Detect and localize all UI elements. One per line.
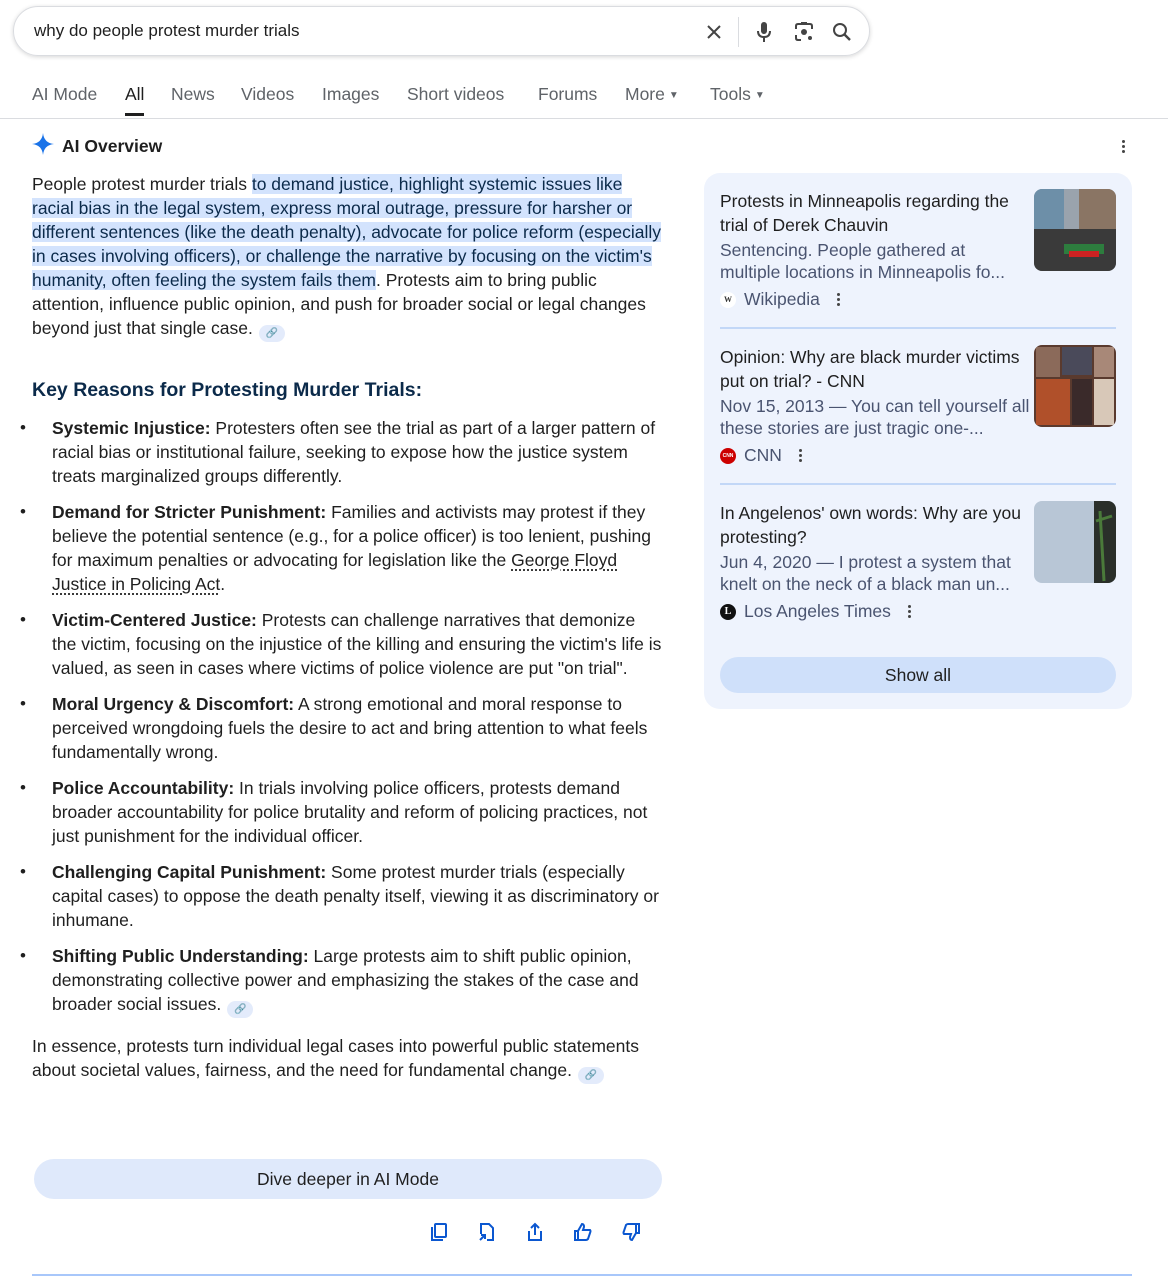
citation-link-icon[interactable]: 🔗	[259, 325, 285, 342]
source-attribution	[720, 601, 915, 622]
show-all-button[interactable]: Show all	[720, 657, 1116, 693]
share-icon[interactable]	[524, 1220, 546, 1244]
card-divider	[720, 483, 1116, 485]
reason-term: Shifting Public Understanding:	[52, 946, 309, 966]
list-item	[32, 608, 664, 680]
reason-term: Police Accountability:	[52, 778, 235, 798]
tab-news[interactable]: News	[171, 84, 215, 104]
search-bar[interactable]	[13, 6, 870, 56]
thumbs-up-icon[interactable]	[572, 1220, 594, 1244]
source-title[interactable]: In Angelenos' own words: Why are you protesting?	[720, 503, 1022, 547]
intro-rest: . Protests aim to bring public attention, influence public opinion, and push for broader social or legal changes beyond just that single case.	[32, 270, 646, 338]
reason-text: In trials involving police officers, protests demand broader accountability for police brutality and reform of policing practices, not just punishment for the individual officer.	[52, 778, 648, 846]
feedback-actions	[428, 1220, 642, 1244]
legislation-link[interactable]: George Floyd Justice in Policing Act	[52, 550, 618, 594]
source-thumbnail[interactable]	[1034, 501, 1116, 583]
source-thumbnail[interactable]	[1034, 345, 1116, 427]
lens-camera-icon[interactable]	[792, 20, 816, 44]
ai-overview-title: AI Overview	[62, 136, 163, 156]
more-options-icon[interactable]	[1116, 138, 1130, 154]
source-title[interactable]: Protests in Minneapolis regarding the trial of Derek Chauvin	[720, 191, 1009, 235]
source-name: CNN	[744, 445, 782, 465]
list-item	[32, 860, 664, 932]
reason-term: Systemic Injustice:	[52, 418, 211, 438]
source-attribution	[720, 289, 844, 310]
reason-text: Families and activists may protest if they believe the potential sentence (e.g., for a police officer) is too lenient, pushing for maximum penalties or advocating for legislation like the	[52, 502, 651, 570]
dive-deeper-button[interactable]: Dive deeper in AI Mode	[34, 1159, 662, 1199]
citation-link-icon[interactable]: 🔗	[578, 1067, 604, 1084]
search-input[interactable]: why do people protest murder trials	[34, 21, 300, 40]
sources-panel	[704, 173, 1132, 709]
microphone-icon[interactable]	[752, 20, 776, 44]
source-snippet: Jun 4, 2020 — I protest a system that knelt on the neck of a black man un...	[720, 552, 1011, 594]
reason-term: Moral Urgency & Discomfort:	[52, 694, 295, 714]
source-title[interactable]: Opinion: Why are black murder victims put on trial? - CNN	[720, 347, 1020, 391]
list-item	[32, 416, 664, 488]
tab-tools[interactable]	[710, 84, 765, 105]
more-options-icon[interactable]	[834, 293, 844, 307]
tab-videos[interactable]: Videos	[241, 84, 295, 104]
intro-paragraph	[32, 172, 664, 342]
copy-icon[interactable]	[428, 1220, 450, 1244]
search-tabs	[0, 84, 1168, 119]
reason-term: Demand for Stricter Punishment:	[52, 502, 327, 522]
tab-images[interactable]: Images	[322, 84, 380, 104]
caret-down-icon: ▼	[668, 90, 679, 101]
source-snippet: Nov 15, 2013 — You can tell yourself all these stories are just tragic one-...	[720, 396, 1030, 438]
tab-all[interactable]: All	[125, 84, 145, 104]
tab-forums[interactable]: Forums	[538, 84, 598, 104]
source-name: Wikipedia	[744, 289, 820, 309]
reason-term: Challenging Capital Punishment:	[52, 862, 327, 882]
list-item	[32, 776, 664, 848]
caret-down-icon: ▼	[754, 90, 765, 101]
reasons-list	[32, 416, 664, 1018]
source-thumbnail[interactable]	[1034, 189, 1116, 271]
section-divider	[32, 1274, 1132, 1276]
cnn-favicon-icon: CNN	[720, 448, 736, 464]
tab-tools-label: Tools	[710, 84, 751, 104]
list-item	[32, 944, 664, 1018]
tab-more[interactable]	[625, 84, 679, 105]
reason-text: Some protest murder trials (especially capital cases) to oppose the death penalty itself, viewing it as discriminatory or inhumane.	[52, 862, 659, 930]
citation-link-icon[interactable]: 🔗	[227, 1001, 253, 1018]
reason-text: Large protests aim to shift public opinion, demonstrating collective power and emphasizing the stakes of the case and broader social issues.	[52, 946, 639, 1014]
list-item	[32, 692, 664, 764]
wikipedia-favicon-icon: W	[720, 292, 736, 308]
export-doc-icon[interactable]	[476, 1220, 498, 1244]
intro-highlight: to demand justice, highlight systemic issues like racial bias in the legal system, express moral outrage, pressure for harsher or different sentences (like the death penalty), advocate for police reform (especially in cases involving officers), or challenge the narrative by focusing on the victim's humanity, often feeling the system fails them	[32, 174, 662, 290]
list-item	[32, 500, 664, 596]
ai-overview-body	[32, 172, 664, 1084]
reason-text: A strong emotional and moral response to perceived wrongdoing fuels the desire to act and bring attention to what feels fundamentally wrong.	[52, 694, 648, 762]
latimes-favicon-icon: L	[720, 604, 736, 620]
reason-text-after: .	[220, 574, 226, 594]
card-divider	[720, 327, 1116, 329]
tab-ai-mode[interactable]: AI Mode	[32, 84, 98, 104]
search-divider	[738, 17, 739, 47]
reason-term: Victim-Centered Justice:	[52, 610, 257, 630]
search-icon[interactable]	[830, 20, 854, 44]
intro-plain: People protest murder trials	[32, 174, 252, 194]
more-options-icon[interactable]	[796, 449, 806, 463]
thumbs-down-icon[interactable]	[620, 1220, 642, 1244]
tab-more-label: More	[625, 84, 665, 104]
more-options-icon[interactable]	[905, 605, 915, 619]
tab-short-videos[interactable]: Short videos	[407, 84, 505, 104]
source-attribution	[720, 445, 806, 466]
essence-paragraph	[32, 1034, 664, 1084]
sparkle-icon	[32, 133, 54, 160]
source-snippet: Sentencing. People gathered at multiple locations in Minneapolis fo...	[720, 240, 1006, 282]
essence-text: In essence, protests turn individual legal cases into powerful public statements about societal values, fairness, and the need for fundamental change.	[32, 1036, 639, 1080]
reason-text: Protests can challenge narratives that demonize the victim, focusing on the injustice of the killing and ensuring the victim's life is valued, as seen in cases where victims of police violence are put "on trial".	[52, 610, 662, 678]
clear-icon[interactable]	[702, 20, 726, 44]
ai-overview-header	[32, 133, 162, 160]
source-name: Los Angeles Times	[744, 601, 891, 621]
reason-text: Protesters often see the trial as part of a larger pattern of racial bias or institutional failure, seeking to expose how the justice system treats marginalized groups differently.	[52, 418, 656, 486]
section-heading: Key Reasons for Protesting Murder Trials:	[32, 379, 423, 401]
